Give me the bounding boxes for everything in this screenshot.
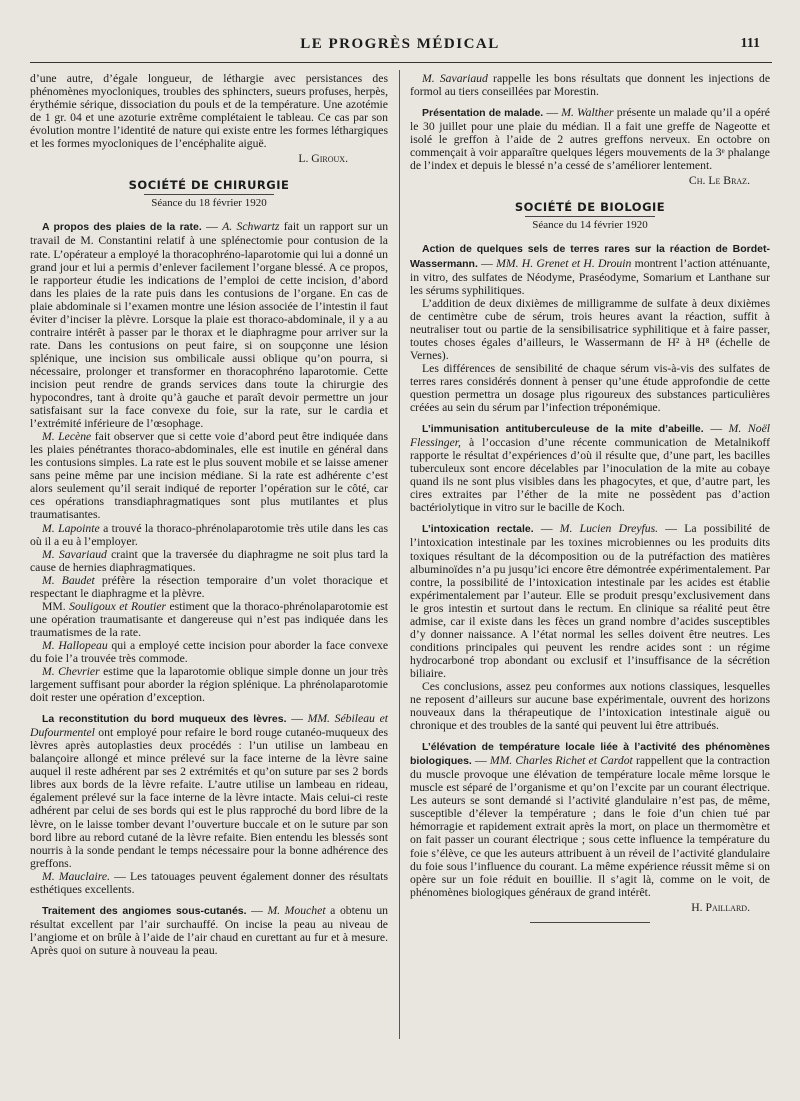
paragraph-savariaud-formol [410, 72, 770, 98]
author-name: M. Lucien Dreyfus. [559, 522, 659, 536]
author-name: M. Lapointe [42, 521, 100, 535]
paragraph-text: estime que la laparotomie oblique simple donne un jour très largement suffisant pour aborder la région splénique. La phrénolaparotomie doit rester une opération d’exception. [30, 665, 388, 705]
author-name: M. Savariaud [422, 72, 488, 85]
paragraph-addition: L’addition de deux dixièmes de milligramme de sulfate à deux dixièmes de centimètre cube de sérum, trois heures avant la réaction, suffit à neutraliser tout ou partie de la sensibilisatrice syphilitique et à faire passer, toutes choses égales d’ailleurs, le Wassermann de H² à H⁸ (échelle de Vernes). [410, 296, 770, 362]
paragraph-conclusions: Ces conclusions, assez peu conformes aux notions classiques, lesquelles ne reposent d’ailleurs sur aucune base expérimentale, ouvrent des horizons nouveaux dans la thérapeutique de l’intoxication intestinale aiguë ou chronique et des troubles de la santé qui peuvent lui être attribués. [410, 679, 770, 733]
paragraph-lapointe [30, 522, 388, 548]
paragraph-lead: L’intoxication rectale. [422, 523, 534, 536]
signature-le-braz: Ch. Le Braz. [688, 174, 750, 188]
paragraph-lead: Traitement des angiomes sous-cutanés. [42, 904, 247, 917]
paragraph-savariaud [30, 548, 388, 574]
paragraph-text: Les tatouages peuvent également donner des résultats esthétiques excellents. [30, 869, 388, 896]
section-date-biologie: Séance du 14 février 1920 [532, 219, 648, 232]
paragraph-lead: La reconstitution du bord muqueux des lèvres. [42, 713, 287, 726]
paragraph-text: a obtenu un résultat excellent par l’air surchauffé. On incise la peau au niveau de l’angiome et on brûle à l’aide de l’air chaud en curettant au fur et à mesure. Après quoi on suture à nouveau la peau. [30, 903, 388, 957]
paragraph-text: fait observer que si cette voie d’abord peut être indiquée dans les plaies pénétrantes thoraco-abdominales, elle est inutile en général dans les contusions simples. La rate est le plus souvent mobile et se laisse amener sans peine même par une incision médiane. Si la rate est adhérente c’est alors seulement qu’il serait indiqué de reporter l’opération sur le côté, car ces opérations transdiaphragmatiques sont plus mutilantes et plus traumatisantes. [30, 430, 388, 522]
author-name: MM. Sébileau et Dufourmentel [30, 712, 388, 740]
paragraph-angiomes: Traitement des angiomes sous-cutanés. — M. Mouchet a obtenu un résultat excellent par l’air surchauffé. On incise la peau au niveau de l’angiome et on brûle à l’aide de l’air chaud en curettant au fur et à mesure. Après quoi on suture à nouveau la peau. [30, 903, 388, 957]
paragraph-text: qui a employé cette incision pour aborder la face convexe du foie l’a trouvée très commode. [30, 638, 388, 665]
paragraph-plaies-rate: A propos des plaies de la rate. — A. Schwartz fait un rapport sur un travail de M. Constantini relatif à une splénectomie pour contusion de la rate. L’opérateur a employé la thoracophréno-laparotomie qui lui a donné un grand jour et lui a permis d’enlever facilement l’organe blessé. A ce propos, le rapporteur étudie les indications de l’emploi de cette incision, d’abord dans les plaies de la rate puis dans les contusions de l’organe. En cas de plaie abdominale si l’examen montre une lésion associée de l’intestin il faut éviter d’inciser la plèvre. Lorsque la plaie est thoraco-abdominale, il y a au contraire intérêt à passer par le thorax et le diaphragme pour arriver sur la rate. Dans les contusions on peut faire, si on soupçonne une lésion splénique, une incision sus ombilicale aussi oblique qu’on pourra, si nécessaire, prolonger et transformer en thoracophréno laparotomie. Cette incision peut rendre de grands services dans toute la chirurgie des hypocondres, tant à droite qu’à gauche et paraît devoir permettre un jour satisfaisant sur la face convexe du foie, sur la rate, sur le cardia et l’extrémité inférieure de l’œsophage. [30, 220, 388, 431]
paragraph-text: estiment que la thoraco-phrénolaparotomie est une opération traumatisante et dangereuse qui n’est pas indiquée dans les traumatismes de la rate. [30, 599, 388, 639]
author-name: M. Mauclaire. [42, 869, 110, 883]
paragraph-hallopeau [30, 639, 388, 665]
closing-rule [530, 922, 650, 923]
paragraph-bord-muqueux: La reconstitution du bord muqueux des lèvres. — MM. Sébileau et Dufourmentel ont employé pour refaire le bord rouge cutanéo-muqueux des lèvres après autoplasties deux procédés : l’un utilise un lambeau en balançoire allongé et mince prélevé sur la face interne de la lèvre saine auquel il reste adhérent par ses 2 extrémités et qu’on suture par ses 2 bords libres aux bords de la lèvre refaite. L’autre utilise un lambeau en rideau, également prélevé sur la face interne de la lèvre intacte. Mais celui-ci reste adhérent par celui de ses bords qui est le plus rapproché du bord libre de la lèvre, on le laisse tomber devant l’ouverture buccale et on le suture par son bord libre au rebord cutané de la lèvre refaite. Bien entendu les blessés sont nourris à la sonde pendant le temps nécessaire pour la bonne adhérence des greffons. [30, 712, 388, 870]
paragraph-text: préfère la résection temporaire d’un volet thoracique et respectant le diaphragme et la plèvre. [30, 573, 388, 600]
column-divider [399, 70, 400, 1039]
spacer [410, 514, 770, 522]
paragraph-chevrier [30, 665, 388, 704]
section-rule [144, 194, 274, 195]
paragraph-lead: Action de quelques sels de terres rares sur la réaction de Bordet-Wassermann. [410, 243, 770, 270]
author-name: M. Hallopeau [42, 638, 108, 652]
paragraph-terres-rares: Action de quelques sels de terres rares sur la réaction de Bordet-Wassermann. — MM. H. Grenet et H. Drouin montrent l’action atténuante, in vitro, des sulfates de Néodyme, Praséodyme, Somarium et Lanthane sur les sérums syphilitiques. [410, 243, 770, 297]
header-rule [30, 62, 772, 63]
left-column [30, 72, 388, 1039]
signature-paillard: H. Paillard. [691, 900, 750, 914]
author-name: M. Baudet [42, 573, 95, 587]
paragraph-presentation-malade: Présentation de malade. — M. Walther présente un malade qu’il a opéré le 30 juillet pour une plaie du médian. Il a fait une greffe de Nageotte et isolé le greffon à l’aide de 2 autres greffons nerveux. En octobre on commençait à voir apparaître quelques légers mouvements de la 3ᵉ phalange de l’index et depuis le blessé n’a cessé de s’améliorer lentement. [410, 106, 770, 173]
paragraph-lead: Présentation de malade. [422, 107, 544, 120]
paragraph-text: fait un rapport sur un travail de M. Constantini relatif à une splénectomie pour contusion de la rate. L’opérateur a employé la thoracophréno-laparotomie qui lui a donné un grand jour et lui a permis d’enlever facilement l’organe blessé. A ce propos, le rapporteur étudie les indications de l’emploi de cette incision, d’abord dans les plaies de la rate puis dans les contusions de l’organe. En cas de plaie abdominale si l’examen montre une lésion associée de l’intestin il faut éviter d’inciser la plèvre. Lorsque la plaie est thoraco-abdominale, il y a au contraire intérêt à passer par le thorax et le diaphragme pour arriver sur la rate. Dans les contusions on peut faire, si on soupçonne une lésion splénique, une incision sus ombilicale aussi oblique qu’on pourra, si nécessaire, prolonger et transformer en thoracophréno laparotomie. Cette incision peut rendre de grands services dans toute la chirurgie des hypocondres, tant à droite qu’à gauche et paraît devoir permettre un jour satisfaisant sur la face convexe du foie, sur la rate, sur le cardia et l’extrémité inférieure de l’œsophage. [30, 220, 388, 431]
author-prefix: MM. [42, 599, 66, 613]
author-name: M. Mouchet [267, 903, 326, 917]
author-name: MM. H. Grenet et H. Drouin [496, 256, 632, 270]
paragraph-text: montrent l’action atténuante, in vitro, des sulfates de Néodyme, Praséodyme, Somarium et Lanthane sur les sérums syphilitiques. [410, 256, 770, 297]
section-rule [525, 216, 655, 217]
paragraph-lead: A propos des plaies de la rate. [42, 221, 202, 234]
paragraph-text: à l’occasion d’une récente communication de Metalnikoff rapporte le résultat d’expériences d’où il résulte que, d’une part, les bacilles tuberculeux sont encore décelables par l’inoculation de la mite au cobaye quand ils ne sont plus visibles dans les phagocytes, et que, d’autre part, les cires extraites par l’éther de la mite ne possèdent pas d’action bactériolytique in vitro sur le bacille de Koch. [410, 436, 770, 515]
paragraph-text: ont employé pour refaire le bord rouge cutanéo-muqueux des lèvres après autoplasties deux procédés : l’un utilise un lambeau en balançoire allongé et mince prélevé sur la face interne de la lèvre saine auquel il reste adhérent par ses 2 extrémités et qu’on suture par ses 2 bords libres aux bords de la lèvre refaite. L’autre utilise un lambeau en rideau, également prélevé sur la face interne de la lèvre intacte. Mais celui-ci reste adhérent par celui de ses bords qui est le plus rapproché du bord libre de la lèvre, on le laisse tomber devant l’ouverture buccale et on le suture par son bord libre au rebord cutané de la lèvre refaite. Bien entendu les blessés sont nourris à la sonde pendant le temps nécessaire pour la bonne adhérence des greffons. [30, 726, 388, 870]
paragraph-lead: L’élévation de température locale liée à l’activité des phénomènes biologiques. [410, 741, 770, 768]
author-name: M. Savariaud [42, 547, 107, 561]
section-title-chirurgie: SOCIÉTÉ DE CHIRURGIE [128, 178, 290, 193]
paragraph-baudet [30, 574, 388, 600]
section-title-biologie: SOCIÉTÉ DE BIOLOGIE [514, 200, 666, 215]
author-name: M. Lecène [42, 430, 92, 444]
paragraph-text: rappelle les bons résultats que donnent les injections de formol au tiers conseillées par Morestin. [410, 72, 770, 99]
intro-paragraph: d’une autre, d’égale longueur, de léthargie avec persistances des phénomènes myocloniques, troubles des sphincters, sueurs profuses, herpès, érythémie sérique, dissociation du pouls et de la température. Une azotémie de 1 gr. 04 et une azoturie extrême complétaient le tableau. Ce cas par son évolution montre l’identité de nature qui existe entre les formes léthargiques et les formes myocloniques de l’encéphalite aiguë. [30, 72, 388, 151]
paragraph-text: présente un malade qu’il a opéré le 30 juillet pour une plaie du médian. Il a fait une greffe de Nageotte et isolé le greffon à l’aide de 2 autres greffons nerveux. En octobre on commençait à voir apparaître quelques légers mouvements de la 3ᵉ phalange de l’index et depuis le blessé n’a cessé de s’améliorer lentement. [410, 106, 770, 173]
spacer [410, 732, 770, 740]
paragraph-lead: L’immunisation antituberculeuse de la mite d’abeille. [422, 423, 704, 436]
author-name: M. Walther [561, 106, 614, 120]
author-name: M. Noël Flessinger, [410, 422, 770, 450]
spacer [410, 98, 770, 106]
paragraph-intoxication-rectale: L’intoxication rectale. — M. Lucien Dreyfus. — La possibilité de l’intoxication intestinale par les toxines microbiennes ou les produits dits toxiques résultant de la décomposition ou de la putréfaction des matières albuminoïdes n’a pu jusqu’ici encore être démontrée expérimentalement. Par contre, la possibilité de l’intoxication intestinale par les acides est établie expérimentalement par l’auteur. Elle se produit presqu’exclusivement dans le gros intestin et surtout dans le rectum. En clinique sa réalité peut être admise, car il existe dans les fèces un grand nombre d’acides susceptibles d’y donner naissance. A l’état normal les selles doivent être neutres. Les conditions principales qui peuvent les rendre acides sont : un régime hydrocarboné trop abondant ou exclusif et l’insuffisance de la sécrétion biliaire. [410, 522, 770, 680]
paragraph-mauclaire: M. Mauclaire. — Les tatouages peuvent également donner des résultats esthétiques excellents. [30, 869, 388, 896]
spacer [30, 896, 388, 904]
running-header [0, 36, 800, 60]
section-date-chirurgie: Séance du 18 février 1920 [151, 197, 267, 210]
intro-signature: L. Giroux. [298, 152, 348, 166]
paragraph-text: craint que la traversée du diaphragme ne soit plus tard la cause de hernies diaphragmatiques. [30, 547, 388, 574]
author-name: M. Chevrier [42, 665, 100, 679]
paragraph-text: La possibilité de l’intoxication intestinale par les toxines microbiennes ou les produits dits toxiques résultant de la décomposition ou de la putréfaction des matières albuminoïdes n’a pu jusqu’ici encore être démontrée expérimentalement. Par contre, la possibilité de l’intoxication intestinale par les acides est établie expérimentalement par l’auteur. Elle se produit presqu’exclusivement dans le gros intestin et surtout dans le rectum. En clinique sa réalité peut être admise, car il existe dans les fèces un grand nombre d’acides susceptibles d’y donner naissance. A l’état normal les selles doivent être neutres. Les conditions principales qui peuvent les rendre acides sont : un régime hydrocarboné trop abondant ou exclusif et l’insuffisance de la sécrétion biliaire. [410, 522, 770, 680]
paragraph-lecene [30, 430, 388, 521]
paragraph-text: rappellent que la contraction du muscle provoque une élévation de température locale même lorsque le muscle est séparé de l’organisme et qu’on l’excite par un courant électrique. Les auteurs se sont demandé si l’activité glandulaire n’est pas, de même, susceptible d’élever la température ; dans le foie d’un chien tué par hémorragie et rapidement extrait après la mort, on place un thermomètre et on fait passer un courant électrique ; sous cette influence la température du foie s’élève, ce que les auteurs attribuent à un réveil de l’activité glandulaire du foie sous l’influence du courant. La même expérience réussit même si on opère sur un foie réduit en bouillie. Il s’agit là, comme on le voit, de phénomènes biologiques généraux de grand intérêt. [410, 754, 770, 899]
paragraph-immunisation: L’immunisation antituberculeuse de la mite d’abeille. — M. Noël Flessinger, à l’occasion d’une récente communication de Metalnikoff rapporte le résultat d’expériences d’où il résulte que, d’une part, les bacilles tuberculeux sont encore décelables par l’inoculation de la mite au cobaye quand ils ne sont plus visibles dans les phagocytes, et que, d’autre part, les cires extraites par l’éther de la mite ne possèdent pas d’action bactériolytique in vitro sur le bacille de Koch. [410, 422, 770, 515]
paragraph-elevation-temperature: L’élévation de température locale liée à l’activité des phénomènes biologiques. — MM. Charles Richet et Cardot rappellent que la contraction du muscle provoque une élévation de température locale même lorsque le muscle est séparé de l’organisme et qu’on l’excite par un courant électrique. Les auteurs se sont demandé si l’activité glandulaire n’est pas, de même, susceptible d’élever la température ; dans le foie d’un chien tué par hémorragie et rapidement extrait après la mort, on place un thermomètre et on fait passer un courant électrique ; sous cette influence la température du foie s’élève, ce que les auteurs attribuent à un réveil de l’activité glandulaire du foie sous l’influence du courant. La même expérience réussit même si on opère sur un foie réduit en bouillie. Il s’agit là, comme on le voit, de phénomènes biologiques généraux de grand intérêt. [410, 741, 770, 899]
paragraph-differences: Les différences de sensibilité de chaque sérum vis-à-vis des sulfates de terres rares considérés donnent à penser qu’une étude approfondie de cette question permettra un dosage plus rigoureux des substances particulières créées au sein du sérum par l’infection tréponémique. [410, 361, 770, 415]
spacer [30, 704, 388, 712]
paragraph-text: a trouvé la thoraco-phrénolaparotomie très utile dans les cas où il a eu à l’employer. [30, 521, 388, 548]
paragraph-souligoux [30, 600, 388, 639]
author-name: MM. Charles Richet et Cardot [489, 754, 633, 768]
spacer [410, 414, 770, 422]
journal-title: LE PROGRÈS MÉDICAL [300, 36, 500, 52]
author-name: A. Schwartz [222, 220, 280, 234]
page-number: 111 [740, 36, 760, 51]
author-name: Souligoux et Routier [69, 599, 167, 613]
right-column [410, 72, 770, 1039]
